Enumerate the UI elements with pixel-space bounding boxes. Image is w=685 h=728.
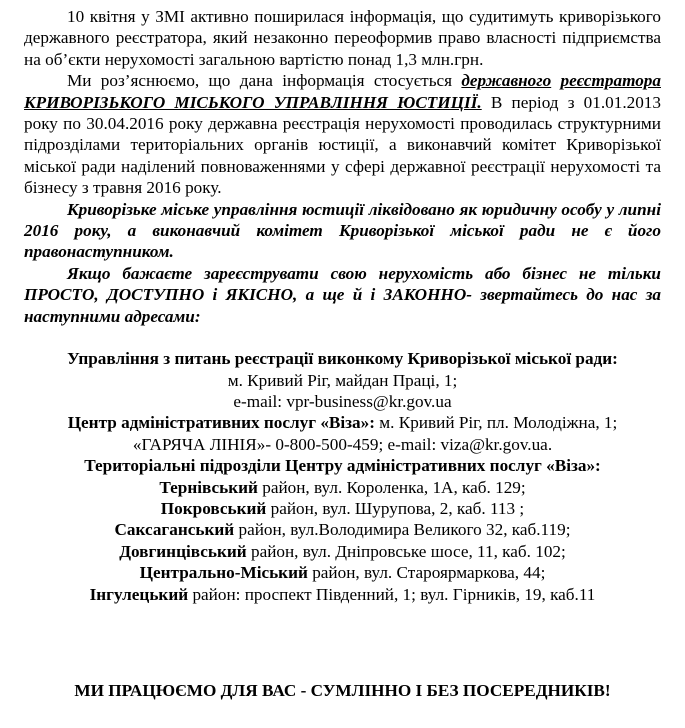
addresses-block [24, 348, 661, 605]
district-item [24, 477, 661, 498]
clarification-lead: Ми роз’яснюємо, що дана інформація стосується [67, 71, 462, 91]
district-name: Інгулецький [89, 584, 189, 604]
center-address: м. Кривий Ріг, пл. Молодіжна, 1; [374, 413, 618, 433]
district-address: район: проспект Південний, 1; вул. Гірників, 19, каб.11 [188, 584, 596, 604]
office-email: e-mail: vpr-business@kr.gov.ua [233, 391, 452, 411]
office-address: м. Кривий Ріг, майдан Праці, 1; [227, 370, 458, 390]
registrar-highlight-b: реєстратора КРИВОРІЗЬКОГО МІСЬКОГО УПРАВЛІННЯ ЮСТИЦІЇ. [24, 71, 661, 112]
center-line [24, 412, 661, 433]
district-item [24, 584, 661, 605]
district-name: Тернівський [159, 477, 258, 497]
district-item [24, 562, 661, 583]
paragraph-news: 10 квітня у ЗМІ активно поширилася інформація, що судитимуть криворізького державного реєстратора, який незаконно переоформив право власності підприємства на об’єкти нерухомості загальною вартістю понад 1,3 млн.грн. [24, 7, 661, 69]
district-address: район, вул. Дніпровське шосе, 11, каб. 102; [246, 541, 566, 561]
district-address: район, вул. Короленка, 1А, каб. 129; [257, 477, 526, 497]
district-address: район, вул. Староярмаркова, 44; [307, 563, 546, 583]
district-name: Покровський [160, 498, 267, 518]
paragraph-clarification [24, 70, 661, 198]
registrar-highlight-a: державного [461, 71, 552, 91]
district-address: район, вул. Шурупова, 2, каб. 113 ; [266, 498, 525, 518]
office-title: Управління з питань реєстрації виконкому Криворізької міської ради: [67, 349, 618, 369]
district-item [24, 519, 661, 540]
hotline: «ГАРЯЧА ЛІНІЯ»- 0-800-500-459; e-mail: viza@kr.gov.ua. [132, 434, 553, 454]
clarification-rest: В період з 01.01.2013 року по 30.04.2016 року державна реєстрація нерухомості проводилась структурними підрозділами територіальних органів юстиції, а виконавчий комітет Криворізької міської ради наділений повноваженнями у сфері державної реєстрації нерухомості та бізнесу з травня 2016 року. [24, 92, 661, 198]
paragraph-liquidation: Криворізьке міське управління юстиції ліквідовано як юридичну особу у липні 2016 року, а виконавчий комітет Криворізької міської ради не є його правонаступником. [24, 199, 661, 262]
district-item [24, 541, 661, 562]
center-name: Центр адміністративних послуг «Віза»: [67, 413, 375, 433]
paragraph-invitation: Якщо бажаєте зареєструвати свою нерухомість або бізнес не тільки ПРОСТО, ДОСТУПНО і ЯКІСНО, а ще й і ЗАКОННО- звертайтесь до нас за наступними адресами: [24, 263, 661, 326]
subdivisions-title: Територіальні підрозділи Центру адміністративних послуг «Віза»: [84, 456, 601, 476]
footer-slogan: МИ ПРАЦЮЄМО ДЛЯ ВАС - СУМЛІННО І БЕЗ ПОСЕРЕДНИКІВ! [74, 681, 611, 700]
district-item [24, 498, 661, 519]
district-address: район, вул.Володимира Великого 32, каб.119; [234, 520, 571, 540]
district-name: Центрально-Міський [139, 563, 308, 583]
district-name: Саксаганський [114, 520, 235, 540]
district-name: Довгинцівський [119, 541, 247, 561]
